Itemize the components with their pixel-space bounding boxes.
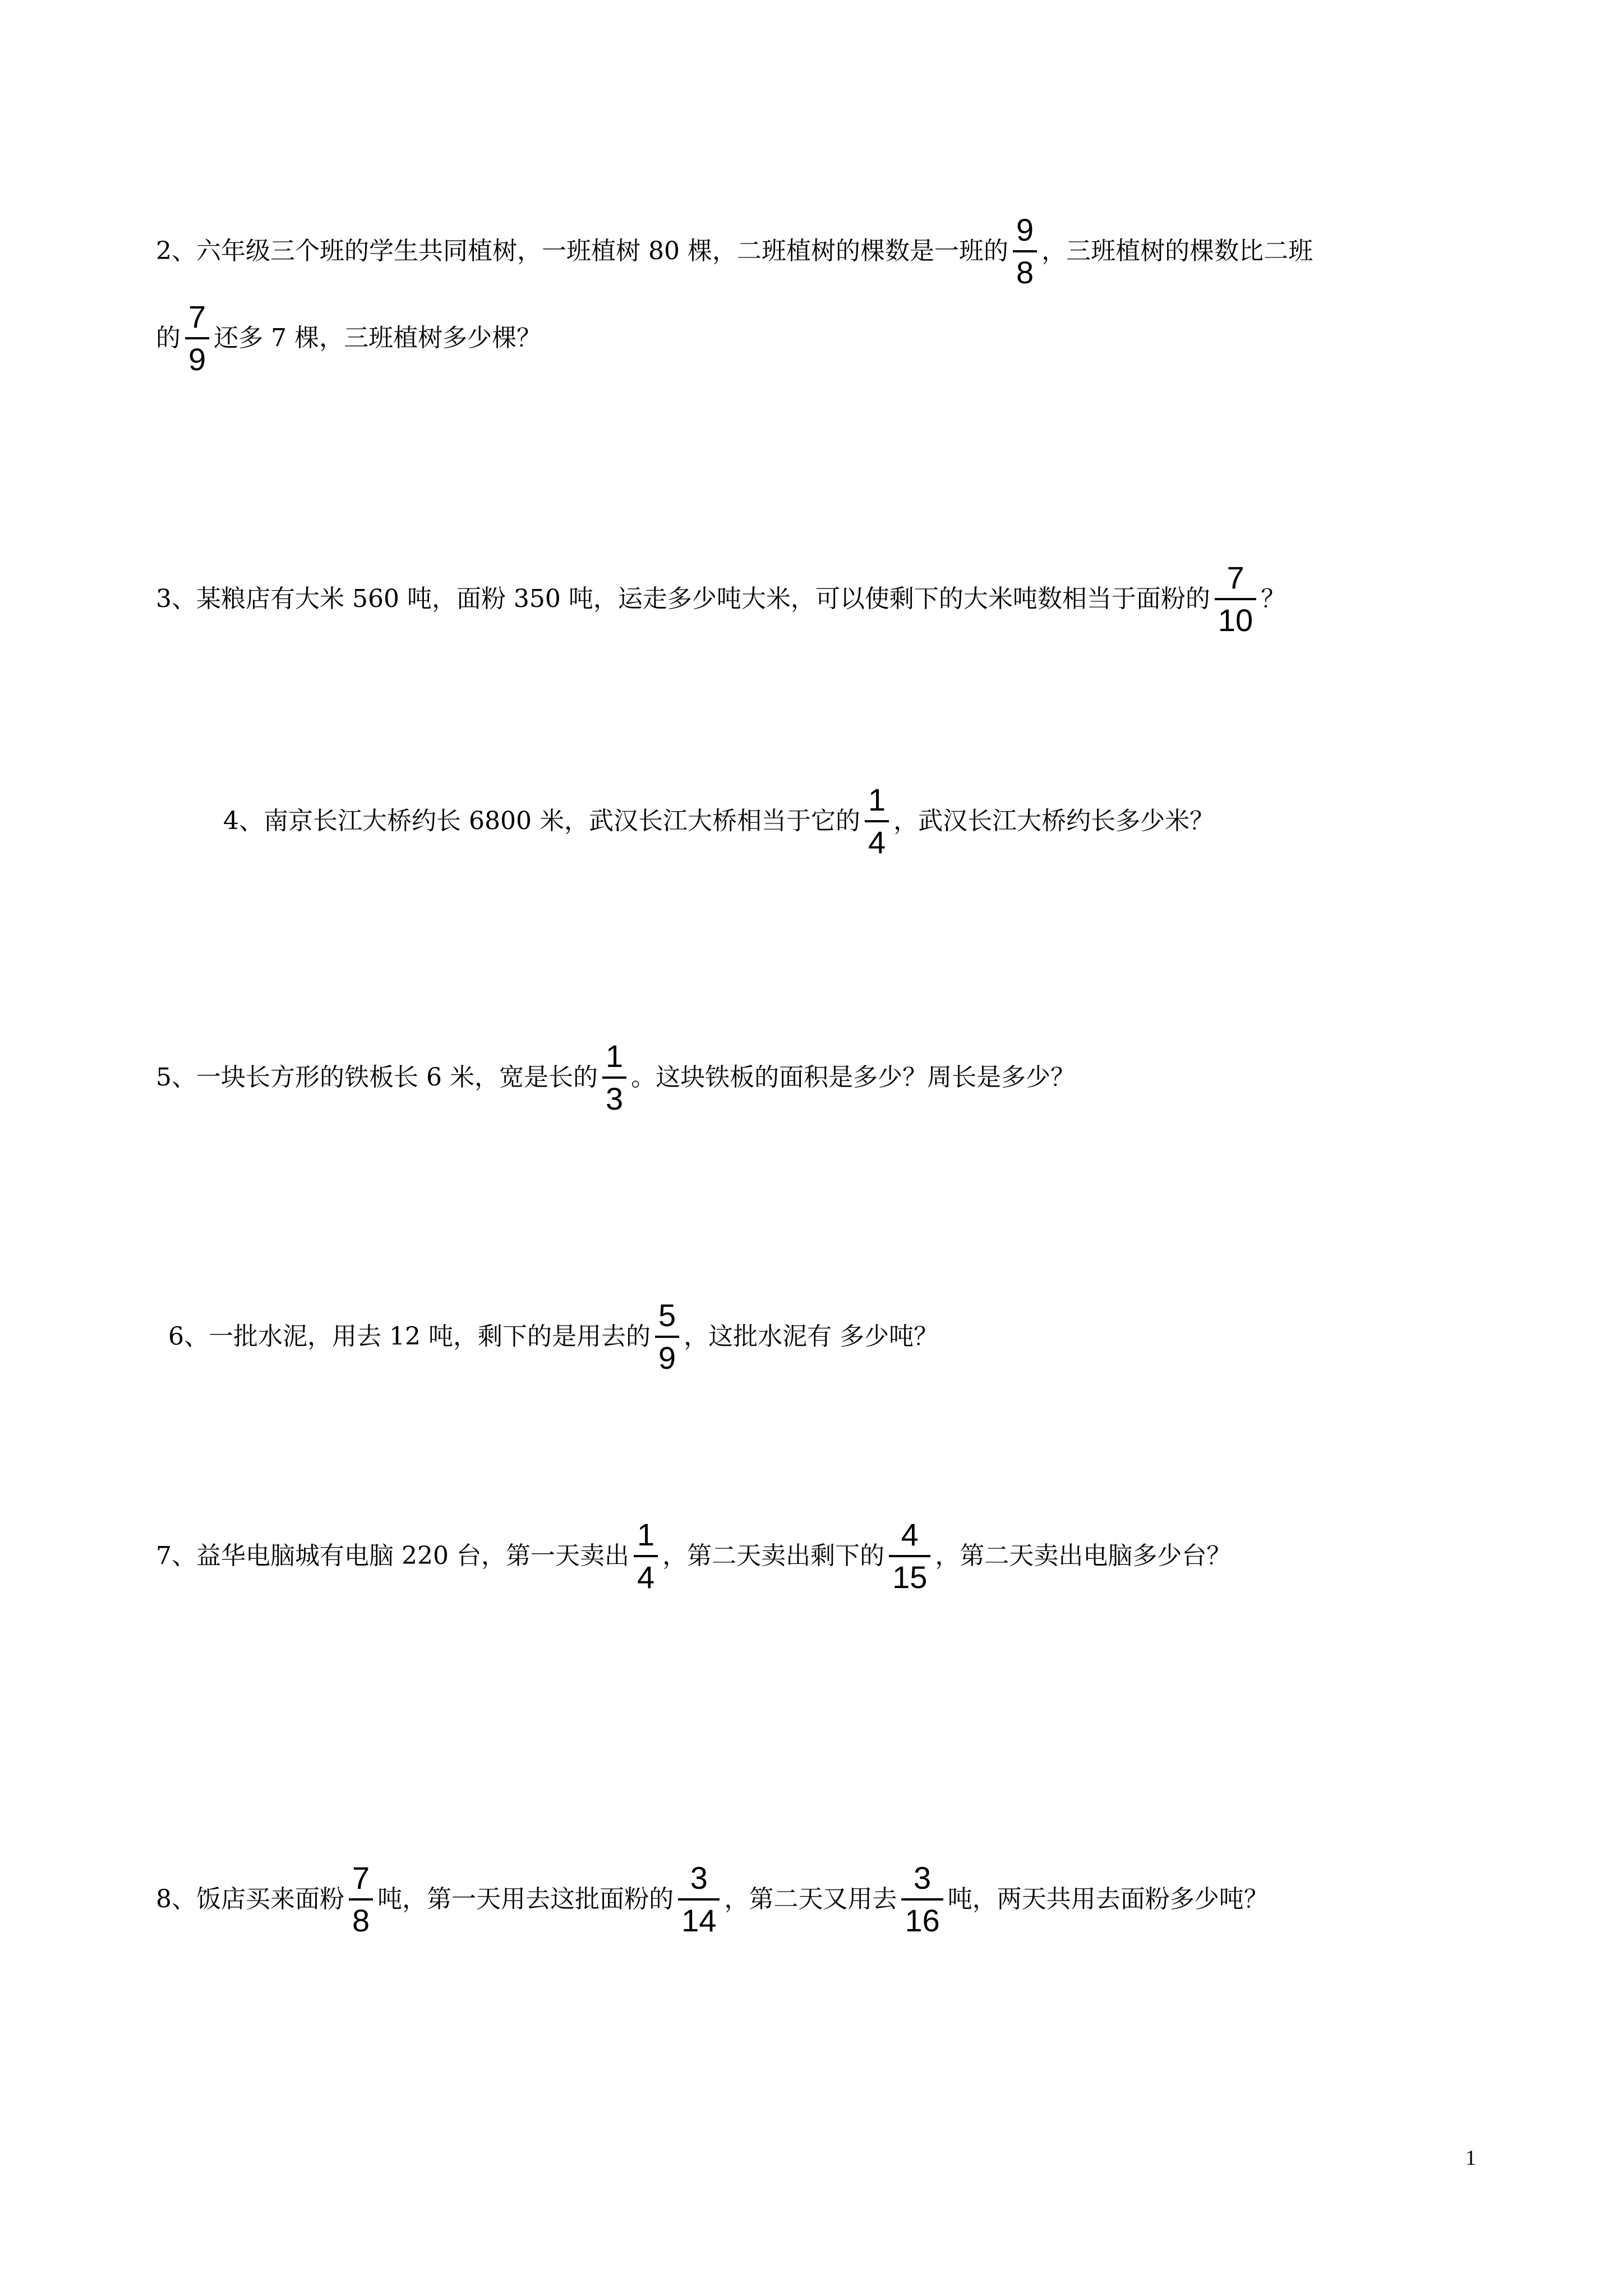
fraction-5-9: $\frac{5}{9}$ (655, 1299, 679, 1375)
fraction-7-9: $\frac{7}{9}$ (185, 300, 209, 376)
fraction-7-8: $\frac{7}{8}$ (349, 1861, 373, 1938)
fraction-1-4: $\frac{1}{4}$ (865, 783, 889, 859)
problem-8: 8、饭店买来面粉 $\frac{7}{8}$ 吨，第一天用去这批面粉的 $\frac{3}{14}$ ，第二天又用去 $\frac{3}{16}$ 吨，两天共用去面粉多少吨？ (156, 1860, 1269, 1938)
problem-7: 7、益华电脑城有电脑 220 台，第一天卖出 $\frac{1}{4}$ ，第二天卖出剩下的 $\frac{4}{15}$ ，第二天卖出电脑多少台？ (156, 1517, 1232, 1595)
problem-5: 5、一块长方形的铁板长 6 米，宽是长的 $\frac{1}{3}$ 。这块铁板的面积是多少？周长是多少？ (156, 1038, 1076, 1116)
problem-4: 4、南京长江大桥约长 6800 米，武汉长江大桥相当于它的 $\frac{1}{4}$ ，武汉长江大桥约长多少米？ (223, 782, 1215, 860)
fraction-1-3: $\frac{1}{3}$ (602, 1039, 626, 1116)
fraction-3-14: $\frac{3}{14}$ (678, 1861, 720, 1938)
problem-2-line-1 (156, 213, 1313, 289)
fraction-1-4: $\frac{1}{4}$ (634, 1518, 658, 1594)
fraction-9-8: $\frac{9}{8}$ (1013, 213, 1037, 289)
problem-3: 3、某粮店有大米 560 吨，面粉 350 吨，运走多少吨大米，可以使剩下的大米吨数相当于面粉的 $\frac{7}{10}$ ？ (156, 560, 1286, 638)
fraction-4-15: $\frac{4}{15}$ (889, 1518, 930, 1594)
fraction-7-10: $\frac{7}{10}$ (1215, 561, 1256, 637)
page-number: 1 (1465, 2146, 1476, 2170)
problem-6: 6、一批水泥，用去 12 吨，剩下的是用去的 $\frac{5}{9}$ ，这批水泥有 多少吨？ (168, 1297, 939, 1375)
fraction-3-16: $\frac{3}{16}$ (901, 1861, 943, 1938)
problem-2-text: 2、六年级三个班的学生共同植树，一班植树 80 棵，二班植树的棵数是一班的 (156, 237, 1008, 265)
problem-2-line-2: 的 $\frac{7}{9}$ 还多 7 棵，三班植树多少棵？ (156, 299, 542, 377)
problem-2-text-cont: ，三班植树的棵数比二班 (1041, 237, 1313, 265)
